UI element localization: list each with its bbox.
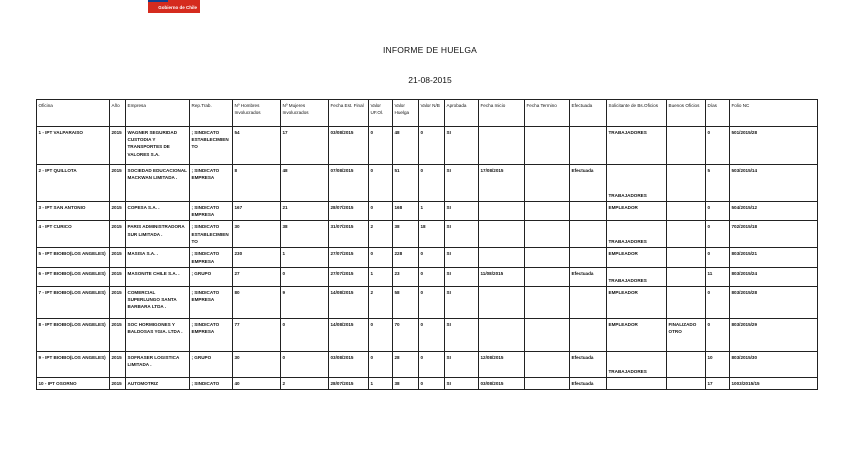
table-row [37, 318, 818, 351]
table-cell: 38 [393, 377, 419, 389]
table-cell: 167 [233, 202, 281, 221]
table-cell: 2015 [110, 248, 126, 267]
table-cell: 0 [419, 267, 445, 286]
table-cell: 70 [393, 318, 419, 351]
table-cell: 0 [281, 318, 329, 351]
table-cell: FINALIZADO OTRO [667, 318, 706, 351]
table-cell: EMPLEADOR [607, 248, 667, 267]
table-cell: TRABAJADORES [607, 267, 667, 286]
table-cell: 8 [233, 165, 281, 202]
table-cell: COMERCIAL SUPERLUNGO SANTA BARBARA LTDA . [126, 286, 190, 318]
table-cell: 9 [281, 286, 329, 318]
table-cell: EMPLEADOR [607, 318, 667, 351]
table-cell: 51 [393, 165, 419, 202]
table-cell [667, 267, 706, 286]
table-cell: TRABAJADORES [607, 221, 667, 248]
table-cell [667, 248, 706, 267]
table-cell: 27/07/2015 [329, 248, 369, 267]
table-cell: WAGNER SEGURIDAD CUSTODIA Y TRANSPORTES DE VALORES S.A. [126, 127, 190, 165]
table-cell: 803/2015/24 [730, 267, 818, 286]
table-cell: 8 - IPT BIOBIO(LOS ANGELES) [37, 318, 110, 351]
table-cell: 5 [706, 165, 730, 202]
table-cell: 11 [706, 267, 730, 286]
table-cell: SI [445, 165, 479, 202]
table-cell: SI [445, 318, 479, 351]
column-header: Valor UF.Ol. [369, 100, 393, 127]
table-cell: ; SINDICATO [190, 377, 233, 389]
table-row [37, 165, 818, 202]
table-cell: ; SINDICATO EMPRESA [190, 318, 233, 351]
table-cell: 2015 [110, 318, 126, 351]
table-cell [479, 318, 525, 351]
table-cell [570, 221, 607, 248]
table-cell [570, 248, 607, 267]
table-cell [667, 127, 706, 165]
table-cell: ; SINDICATO EMPRESA [190, 202, 233, 221]
column-header: Rep.Trab. [190, 100, 233, 127]
table-cell [525, 377, 570, 389]
table-cell: 18 [419, 221, 445, 248]
table-cell: TRABAJADORES [607, 351, 667, 377]
column-header: Nº Hombres Involucrados [233, 100, 281, 127]
column-header: Buenos Oficios [667, 100, 706, 127]
table-cell: 27/07/2015 [329, 267, 369, 286]
table-cell: 23 [393, 267, 419, 286]
table-cell: TRABAJADORES [607, 165, 667, 202]
table-cell: ; GRUPO [190, 267, 233, 286]
table-cell: 0 [706, 248, 730, 267]
table-cell: 0 [369, 318, 393, 351]
table-cell: 17 [281, 127, 329, 165]
table-cell: SI [445, 248, 479, 267]
table-cell [525, 127, 570, 165]
table-body [37, 127, 818, 390]
table-cell [607, 377, 667, 389]
table-cell: 0 [369, 202, 393, 221]
table-cell: 40 [233, 377, 281, 389]
table-cell [479, 202, 525, 221]
table-cell: 21 [281, 202, 329, 221]
table-cell: 2015 [110, 267, 126, 286]
table-cell: 2015 [110, 377, 126, 389]
table-cell: 501/2015/28 [730, 127, 818, 165]
table-cell: 3 - IPT SAN ANTONIO [37, 202, 110, 221]
table-cell [525, 318, 570, 351]
table-cell: 28/07/2015 [329, 377, 369, 389]
table-cell: 0 [706, 127, 730, 165]
table-cell [525, 202, 570, 221]
table-cell: 03/08/2015 [329, 351, 369, 377]
table-cell: 803/2015/28 [730, 286, 818, 318]
table-cell [570, 127, 607, 165]
table-cell: 28/07/2015 [329, 202, 369, 221]
table-cell: SOC HORMIGONES Y BALDOSAS YGIA. LTDA . [126, 318, 190, 351]
table-cell: 30 [233, 221, 281, 248]
table-cell [667, 351, 706, 377]
table-cell: 228 [393, 248, 419, 267]
table-cell: 38 [281, 221, 329, 248]
table-cell: 2 - IPT QUILLOTA [37, 165, 110, 202]
column-header: Oficina [37, 100, 110, 127]
table-cell [570, 286, 607, 318]
table-cell: 14/08/2015 [329, 286, 369, 318]
table-cell: 0 [419, 351, 445, 377]
table-cell: 0 [706, 202, 730, 221]
table-cell: SI [445, 221, 479, 248]
table-cell: SI [445, 351, 479, 377]
table-cell: 0 [706, 221, 730, 248]
table-cell: 2015 [110, 202, 126, 221]
table-cell: 17/08/2015 [479, 165, 525, 202]
table-cell: 1003/2015/15 [730, 377, 818, 389]
table-cell: 2 [281, 377, 329, 389]
report-title: INFORME DE HUELGA [382, 45, 478, 55]
table-cell: ; SINDICATO EMPRESA [190, 165, 233, 202]
table-cell: 10 [706, 351, 730, 377]
table-cell: 7 - IPT BIOBIO(LOS ANGELES) [37, 286, 110, 318]
column-header: Valor N/B [419, 100, 445, 127]
table-cell: EMPLEADOR [607, 286, 667, 318]
table-cell: 0 [706, 286, 730, 318]
logo-text: Gobierno de Chile [148, 2, 200, 13]
column-header: Empresa [126, 100, 190, 127]
table-cell: 11/08/2015 [479, 267, 525, 286]
table-cell: 38 [393, 221, 419, 248]
table-cell: 0 [369, 351, 393, 377]
table-cell: 0 [419, 286, 445, 318]
table-cell: 2015 [110, 351, 126, 377]
table-cell: 1 - IPT VALPARAISO [37, 127, 110, 165]
table-cell: 1 [369, 377, 393, 389]
table-row [37, 267, 818, 286]
table-cell: AUTOMOTRIZ [126, 377, 190, 389]
column-header: Folio NC [730, 100, 818, 127]
column-header: Fecha Termino [525, 100, 570, 127]
table-cell: SI [445, 267, 479, 286]
column-header: Solicitante de Bs.Oficios [607, 100, 667, 127]
table-cell [525, 286, 570, 318]
column-header: Aprobada [445, 100, 479, 127]
column-header: Nº Mujeres Involucrados [281, 100, 329, 127]
table-cell: 0 [706, 318, 730, 351]
table-cell: 4 - IPT CURICO [37, 221, 110, 248]
table-cell: 504/2015/12 [730, 202, 818, 221]
table-cell: 48 [281, 165, 329, 202]
table-cell [667, 377, 706, 389]
table-cell [525, 351, 570, 377]
table-row [37, 202, 818, 221]
table-cell: 28 [393, 351, 419, 377]
table-cell: 2015 [110, 127, 126, 165]
column-header: Valor Huelga [393, 100, 419, 127]
table-cell: 0 [281, 351, 329, 377]
table-cell: 803/2015/21 [730, 248, 818, 267]
table-row [37, 377, 818, 389]
table-cell: 31/07/2015 [329, 221, 369, 248]
table-cell: ; GRUPO [190, 351, 233, 377]
table-cell: SI [445, 377, 479, 389]
table-cell: ; SINDICATO EMPRESA [190, 248, 233, 267]
table-cell: Efectuada [570, 165, 607, 202]
table-cell: 1 [419, 202, 445, 221]
table-cell: 17 [706, 377, 730, 389]
table-cell: 03/08/2015 [479, 377, 525, 389]
table-cell: 6 - IPT BIOBIO(LOS ANGELES) [37, 267, 110, 286]
column-header: Días [706, 100, 730, 127]
table-cell: 702/2015/18 [730, 221, 818, 248]
table-cell: 0 [369, 248, 393, 267]
table-header-row [37, 100, 818, 127]
table-cell [570, 202, 607, 221]
table-cell: EMPLEADOR [607, 202, 667, 221]
table-cell: 5 - IPT BIOBIO(LOS ANGELES) [37, 248, 110, 267]
table-cell: ; SINDICATO ESTABLECIMIENTO [190, 127, 233, 165]
table-cell: 0 [369, 165, 393, 202]
table-cell: TRABAJADORES [607, 127, 667, 165]
table-row [37, 351, 818, 377]
table-row [37, 286, 818, 318]
gobierno-logo [148, 0, 200, 14]
table-cell: 12/08/2015 [479, 351, 525, 377]
table-cell: Efectuada [570, 377, 607, 389]
table-cell: 77 [233, 318, 281, 351]
table-cell [479, 286, 525, 318]
table-cell [479, 221, 525, 248]
table-cell: 1 [369, 267, 393, 286]
table-cell: 0 [419, 165, 445, 202]
table-cell: Efectuada [570, 267, 607, 286]
strike-report-table [36, 99, 818, 390]
table-cell [479, 127, 525, 165]
table-cell: ; SINDICATO EMPRESA [190, 286, 233, 318]
table-cell: 2015 [110, 165, 126, 202]
table-cell: MASISA S.A. . [126, 248, 190, 267]
table-cell: 58 [393, 286, 419, 318]
table-cell: ; SINDICATO ESTABLECIMIENTO [190, 221, 233, 248]
table-cell: 2015 [110, 286, 126, 318]
table-cell: 0 [419, 318, 445, 351]
table-cell: COPESA S.A. . [126, 202, 190, 221]
table-cell: 168 [393, 202, 419, 221]
table-cell: 48 [393, 127, 419, 165]
table-cell [525, 165, 570, 202]
column-header: Efectuada [570, 100, 607, 127]
table-cell: SOCIEDAD EDUCACIONAL MACKWAN LIMITADA . [126, 165, 190, 202]
table-cell [667, 221, 706, 248]
table-cell: SOFRASER LOGISTICA LIMITADA . [126, 351, 190, 377]
table-cell: SI [445, 202, 479, 221]
table-cell: 27 [233, 267, 281, 286]
table-cell: PARIS ADMINISTRADORA SUR LIMITADA . [126, 221, 190, 248]
table-cell: 07/08/2015 [329, 165, 369, 202]
table-cell [667, 202, 706, 221]
table-cell [525, 267, 570, 286]
table-cell: Efectuada [570, 351, 607, 377]
report-date: 21-08-2015 [408, 75, 452, 85]
column-header: Fecha Inicio [479, 100, 525, 127]
table-cell: 0 [419, 377, 445, 389]
table-cell: 2 [369, 221, 393, 248]
table-cell: 80 [233, 286, 281, 318]
table-cell: 0 [419, 248, 445, 267]
table-cell: 0 [419, 127, 445, 165]
table-cell: 9 - IPT BIOBIO(LOS ANGELES) [37, 351, 110, 377]
table-cell [570, 318, 607, 351]
table-cell [479, 248, 525, 267]
table-row [37, 127, 818, 165]
table-cell: 10 - IPT OSORNO [37, 377, 110, 389]
table-cell: 0 [369, 127, 393, 165]
table-cell: 503/2015/14 [730, 165, 818, 202]
table-row [37, 221, 818, 248]
table-cell: 54 [233, 127, 281, 165]
table-cell: MASONITE CHILE S.A. . [126, 267, 190, 286]
table-cell [667, 286, 706, 318]
table-cell [667, 165, 706, 202]
table-cell: 1 [281, 248, 329, 267]
table-row [37, 248, 818, 267]
column-header: Año [110, 100, 126, 127]
table-cell: 14/08/2015 [329, 318, 369, 351]
table-cell: 2015 [110, 221, 126, 248]
table-cell: 03/08/2015 [329, 127, 369, 165]
table-cell: 30 [233, 351, 281, 377]
table-cell: SI [445, 286, 479, 318]
table-cell: 2 [369, 286, 393, 318]
column-header: Fecha Est. Final [329, 100, 369, 127]
table-cell [525, 221, 570, 248]
table-cell: 230 [233, 248, 281, 267]
table-cell: 803/2015/30 [730, 351, 818, 377]
table-cell: 0 [281, 267, 329, 286]
table-cell: 803/2015/29 [730, 318, 818, 351]
table-cell: SI [445, 127, 479, 165]
table-cell [525, 248, 570, 267]
